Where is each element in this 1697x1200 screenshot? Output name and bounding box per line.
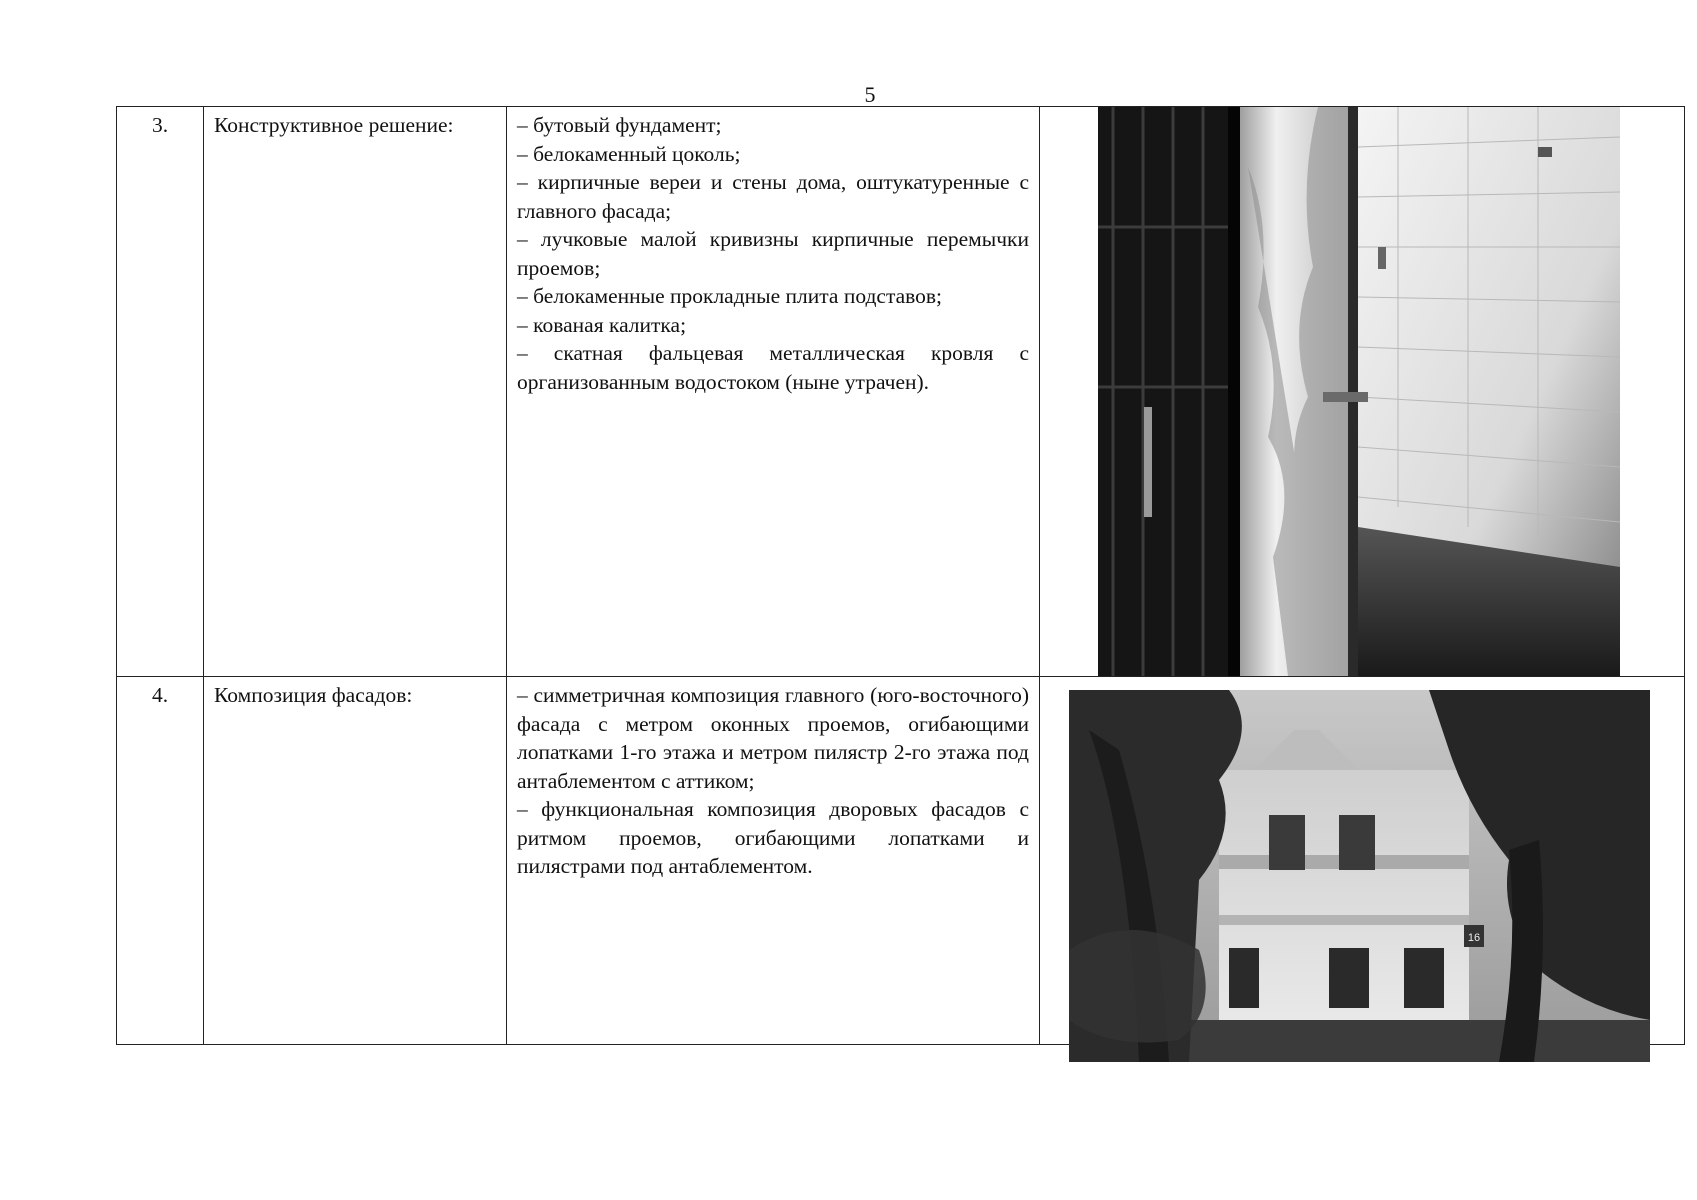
building-facade-photo (1069, 690, 1650, 1062)
list-item: – белокаменные прокладные плита подставов; (517, 284, 943, 308)
page-number: 5 (864, 82, 876, 107)
row-description (507, 107, 1040, 677)
list-item: – функциональная композиция дворовых фасадов с ритмом проемов, огибающими лопатками и пилястрами под антаблементом. (517, 797, 1029, 878)
list-item: – кованая калитка; (517, 312, 687, 337)
table-row (117, 677, 1685, 1045)
list-item: – лучковые малой кривизны кирпичные перемычки проемов; (517, 227, 1029, 280)
row-description (507, 677, 1040, 1045)
list-item: – симметричная композиция главного (юго-восточного) фасада с метром оконных проемов, огибающими лопатками 1-го этажа и метром пилястр 2-го этажа под антаблементом с аттиком; (517, 683, 1029, 793)
house-number-plate: 16 (1467, 932, 1481, 944)
photo-cell (1040, 677, 1685, 1045)
table-row (117, 107, 1685, 677)
photo-cell (1040, 107, 1685, 677)
list-item: – скатная фальцевая металлическая кровля с организованным водостоком (ныне утрачен). (517, 341, 1029, 394)
gate-and-brick-wall-photo (1098, 107, 1620, 676)
list-item: – бутовый фундамент; (517, 113, 722, 137)
list-item: – белокаменный цоколь; (517, 141, 741, 166)
row-number: 3. (117, 107, 204, 677)
row-number: 4. (117, 677, 204, 1045)
list-item: – кирпичные вереи и стены дома, оштукатуренные с главного фасада; (517, 170, 1029, 223)
heritage-table (116, 106, 1685, 1045)
row-label: Конструктивное решение: (204, 107, 507, 677)
row-label: Композиция фасадов: (204, 677, 507, 1045)
